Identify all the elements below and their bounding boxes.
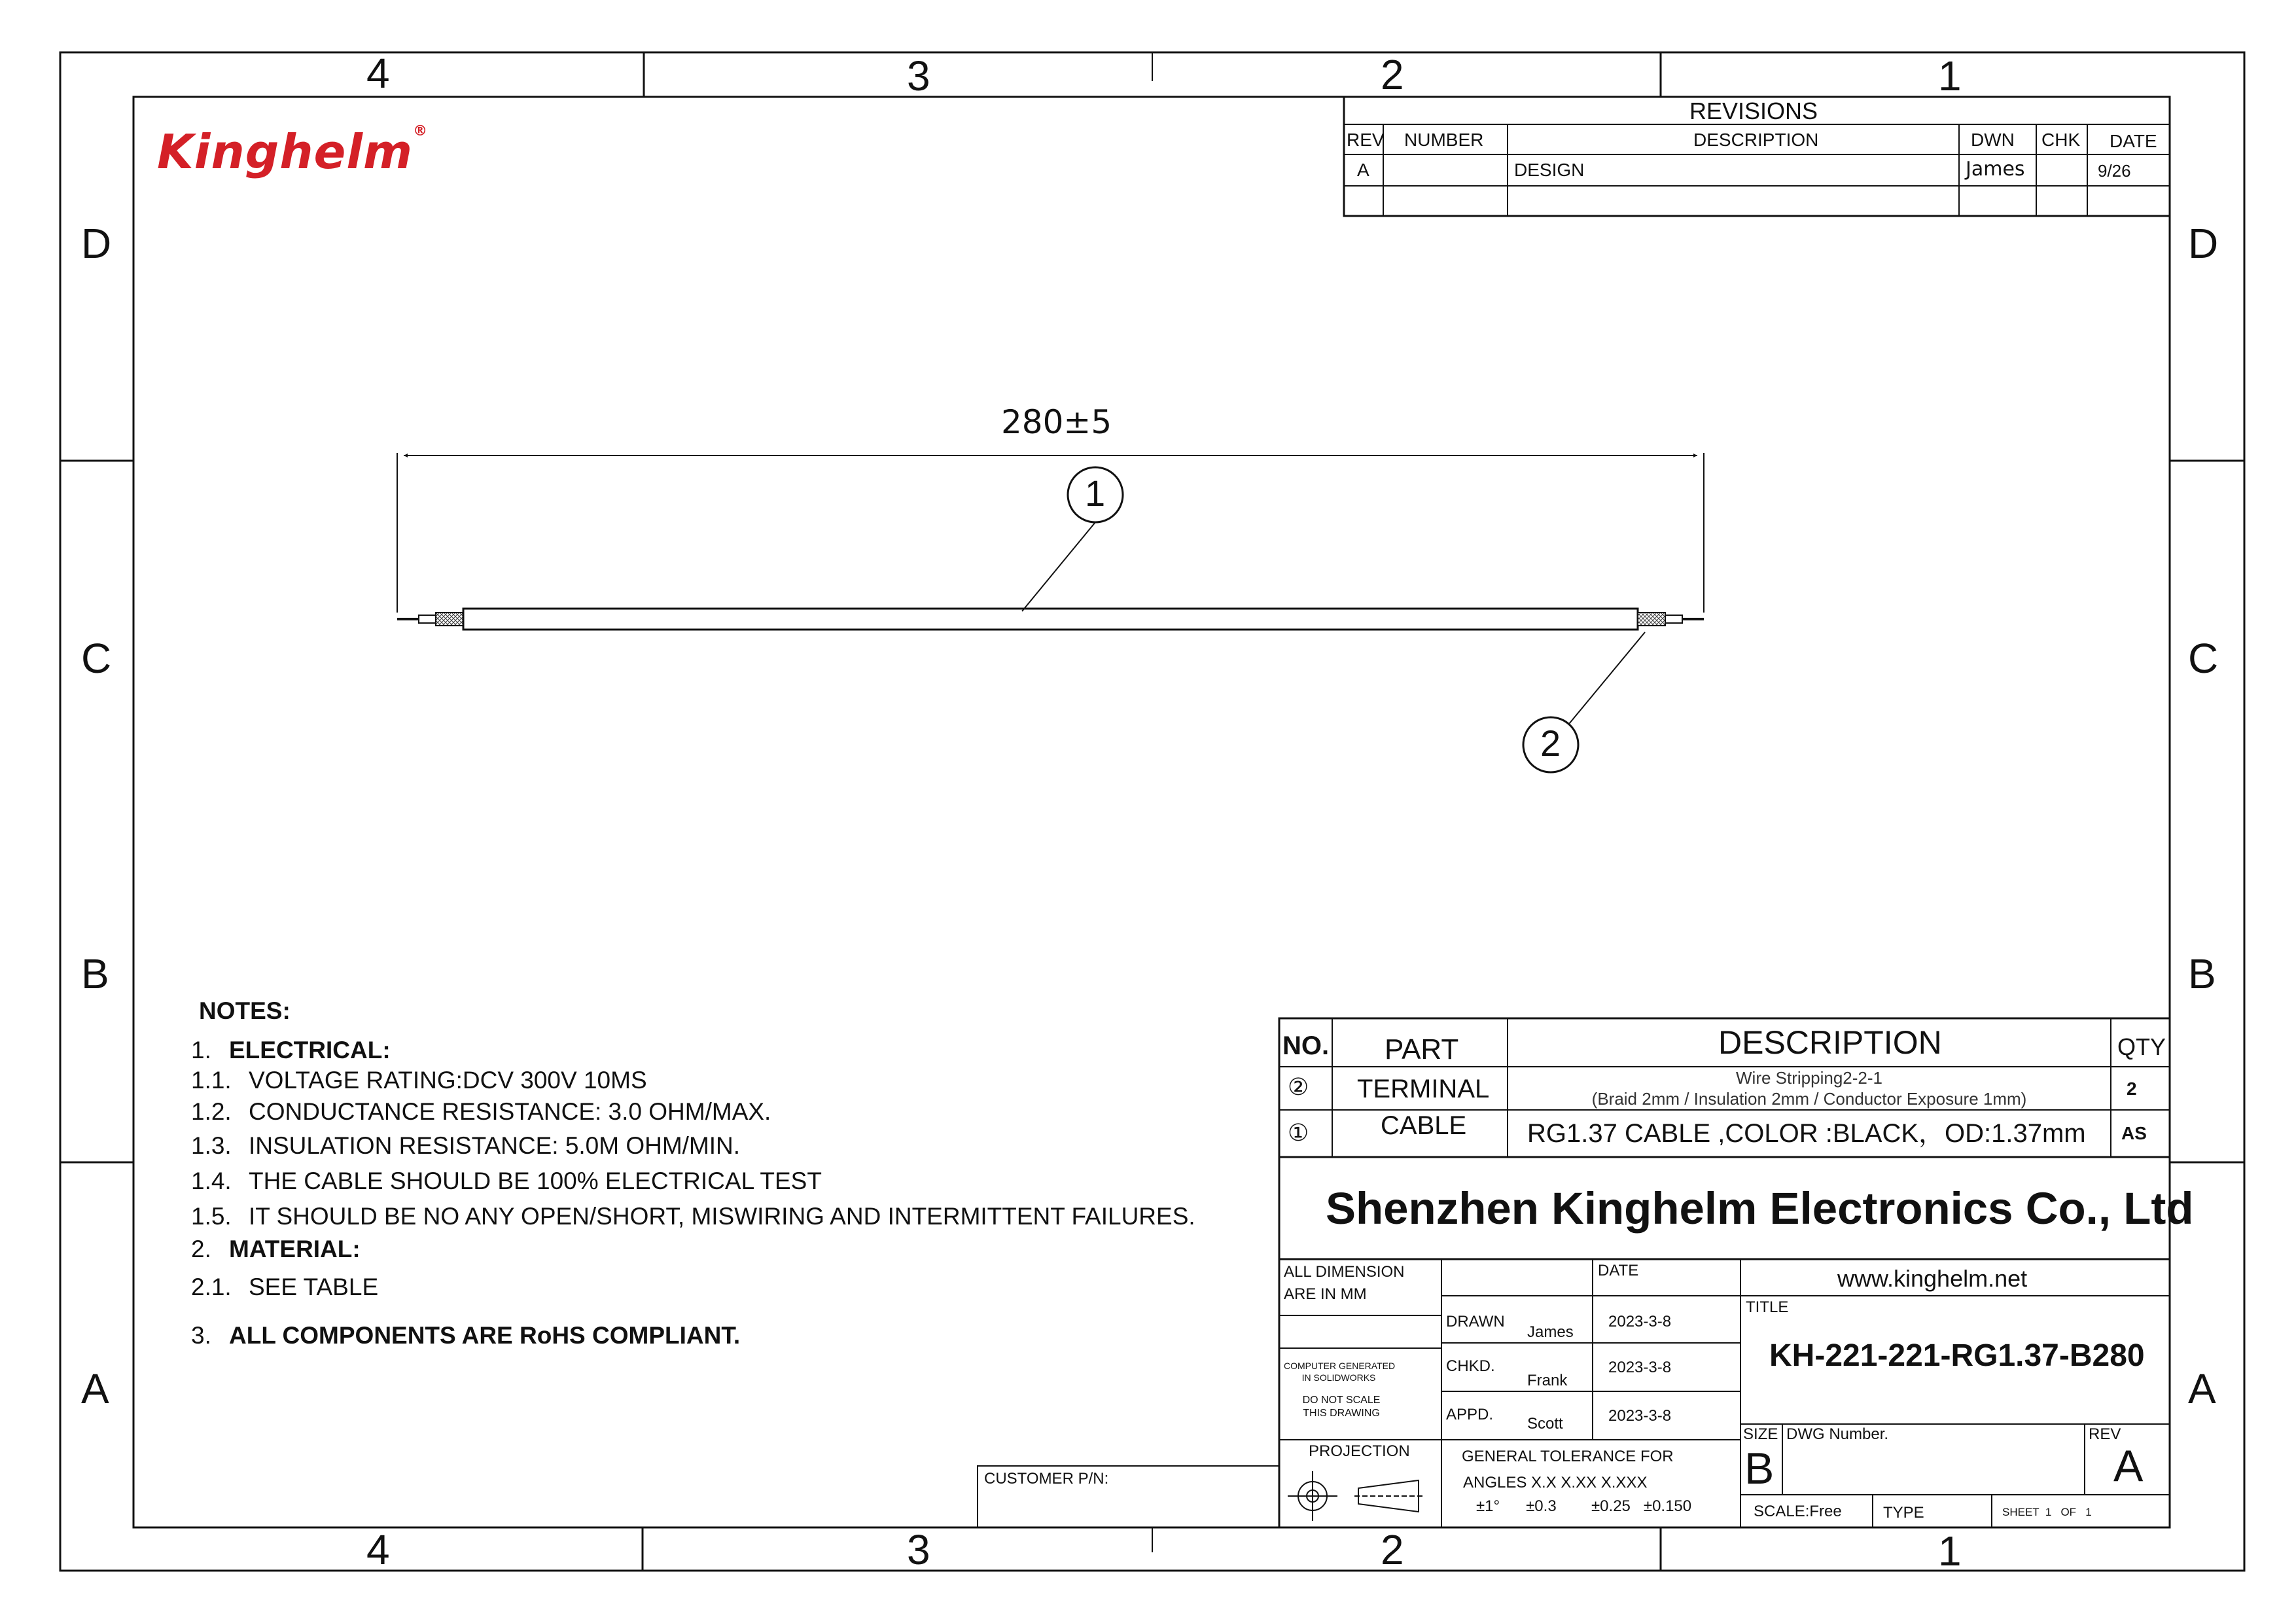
rev-header-description: DESCRIPTION [1693,130,1819,150]
note-1-4-text: THE CABLE SHOULD BE 100% ELECTRICAL TEST [249,1168,822,1194]
note-1-3-text: INSULATION RESISTANCE: 5.0M OHM/MIN. [249,1132,741,1159]
zone-column-1-bottom: 1 [1938,1527,1962,1575]
callout-2-label: 2 [1540,722,1561,764]
zone-row-c-right: C [2188,635,2219,682]
note-2-num: 2. [191,1236,211,1262]
note-3-text: ALL COMPONENTS ARE RoHS COMPLIANT. [229,1322,741,1349]
zone-row-b-left: B [81,950,109,997]
projection-symbol-icon [1288,1471,1424,1521]
rev-header-chk: CHK [2041,130,2081,150]
bom-row-2-desc-line2: (Braid 2mm / Insulation 2mm / Conductor Exposure 1mm) [1591,1089,2027,1109]
note-2-text: MATERIAL: [229,1236,361,1262]
bom-header-qty: QTY [2117,1033,2166,1060]
bom-row-1-qty: AS [2121,1123,2147,1143]
note-1-3-num: 1.3. [191,1132,232,1159]
size-value: B [1744,1444,1775,1493]
company-name: Shenzhen Kinghelm Electronics Co., Ltd [1326,1183,2194,1234]
note-1-text: ELECTRICAL: [229,1037,391,1063]
customer-pn-label: CUSTOMER P/N: [984,1470,1109,1488]
drawing-part-number: KH-221-221-RG1.37-B280 [1769,1338,2145,1373]
rev-row-description: DESIGN [1514,160,1585,180]
date-column-label: DATE [1598,1262,1639,1279]
bom-row-1-no: ① [1288,1120,1309,1147]
tolerance-title: GENERAL TOLERANCE FOR [1462,1448,1674,1465]
bom-row-2-part: TERMINAL [1357,1075,1490,1103]
cable-braid-left [436,613,463,626]
appd-label: APPD. [1446,1406,1494,1423]
logo-text: Kinghelm [157,124,414,179]
cable-braid-right [1638,613,1665,626]
appd-name: Scott [1527,1415,1563,1433]
bom-header-no: NO. [1282,1031,1330,1060]
notes-title: NOTES: [199,997,291,1024]
zone-row-d-left: D [81,220,112,267]
rev-header-date: DATE [2110,131,2157,151]
scale-value: SCALE:Free [1754,1503,1842,1520]
zone-row-a-left: A [81,1365,109,1412]
note-1-1-num: 1.1. [191,1067,232,1094]
computer-generated-line2: IN SOLIDWORKS [1301,1372,1376,1383]
kinghelm-logo [157,123,429,179]
projection-label: PROJECTION [1309,1442,1410,1460]
cable-jacket [463,609,1638,630]
revisions-title: REVISIONS [1689,98,1818,124]
zone-column-3-top: 3 [907,52,930,99]
bom-row-2-qty: 2 [2127,1079,2137,1099]
zone-row-a-right: A [2188,1365,2216,1412]
do-not-scale-line2: THIS DRAWING [1303,1408,1380,1419]
dimension-note-line1: ALL DIMENSION [1284,1263,1405,1281]
computer-generated-line1: COMPUTER GENERATED [1284,1361,1396,1371]
rev-row-rev: A [1357,160,1369,180]
bom-header-description: DESCRIPTION [1718,1024,1942,1061]
chkd-date: 2023-3-8 [1608,1359,1672,1376]
callout-1-label: 1 [1085,473,1106,514]
note-1-num: 1. [191,1037,211,1063]
bom-row-1-desc: RG1.37 CABLE ,COLOR :BLACK，OD:1.37mm [1527,1119,2086,1148]
dwg-number-label: DWG Number. [1786,1425,1889,1443]
note-2-1-text: SEE TABLE [249,1274,379,1300]
tolerance-values: ±1° ±0.3 ±0.25 ±0.150 [1476,1497,1692,1515]
tolerance-headers: ANGLES X.X X.XX X.XXX [1463,1474,1648,1491]
zone-column-1-top: 1 [1938,52,1962,99]
zone-column-4-bottom: 4 [366,1526,390,1573]
do-not-scale-line1: DO NOT SCALE [1302,1395,1381,1406]
overall-length-dimension: 280±5 [1001,403,1112,441]
website-url: www.kinghelm.net [1837,1265,2028,1292]
zone-column-3-bottom: 3 [907,1526,930,1573]
note-3-num: 3. [191,1322,211,1349]
drawn-label: DRAWN [1446,1313,1505,1330]
drawn-date: 2023-3-8 [1608,1313,1672,1330]
note-2-1-num: 2.1. [191,1274,232,1300]
rev-header-rev: REV [1347,130,1385,150]
zone-row-c-left: C [81,635,112,682]
type-label: TYPE [1883,1504,1924,1522]
rev-header-dwn: DWN [1971,130,2015,150]
bom-row-2-no: ② [1288,1074,1309,1101]
zone-column-4-top: 4 [366,50,390,97]
note-1-2-text: CONDUCTANCE RESISTANCE: 3.0 OHM/MAX. [249,1098,771,1125]
note-1-5-text: IT SHOULD BE NO ANY OPEN/SHORT, MISWIRING AND INTERMITTENT FAILURES. [249,1203,1195,1230]
rev-row-date: 9/26 [2098,161,2131,181]
note-1-1-text: VOLTAGE RATING:DCV 300V 10MS [249,1067,647,1094]
bom-row-2-desc-line1: Wire Stripping2-2-1 [1736,1068,1882,1088]
zone-row-d-right: D [2188,220,2219,267]
rev-header-number: NUMBER [1404,130,1484,150]
zone-column-2-bottom: 2 [1381,1526,1404,1573]
inner-frame [133,97,2170,1527]
title-label: TITLE [1746,1298,1789,1316]
chkd-label: CHKD. [1446,1357,1495,1375]
note-1-5-num: 1.5. [191,1203,232,1230]
note-1-2-num: 1.2. [191,1098,232,1125]
appd-date: 2023-3-8 [1608,1407,1672,1425]
rev-value: A [2113,1441,2144,1491]
zone-row-b-right: B [2188,950,2216,997]
size-label: SIZE [1743,1425,1778,1443]
bom-header-part: PART [1385,1033,1459,1065]
logo-registered-mark: ® [413,123,429,139]
note-1-4-num: 1.4. [191,1168,232,1194]
sheet-number: SHEET 1 OF 1 [2002,1506,2092,1518]
drawn-name: James [1527,1323,1574,1341]
rev-row-dwn: James [1966,158,2025,181]
rev-label: REV [2089,1425,2121,1443]
dimension-note-line2: ARE IN MM [1284,1285,1367,1303]
bom-row-1-part: CABLE [1381,1111,1467,1140]
chkd-name: Frank [1527,1372,1568,1389]
zone-column-2-top: 2 [1381,51,1404,98]
